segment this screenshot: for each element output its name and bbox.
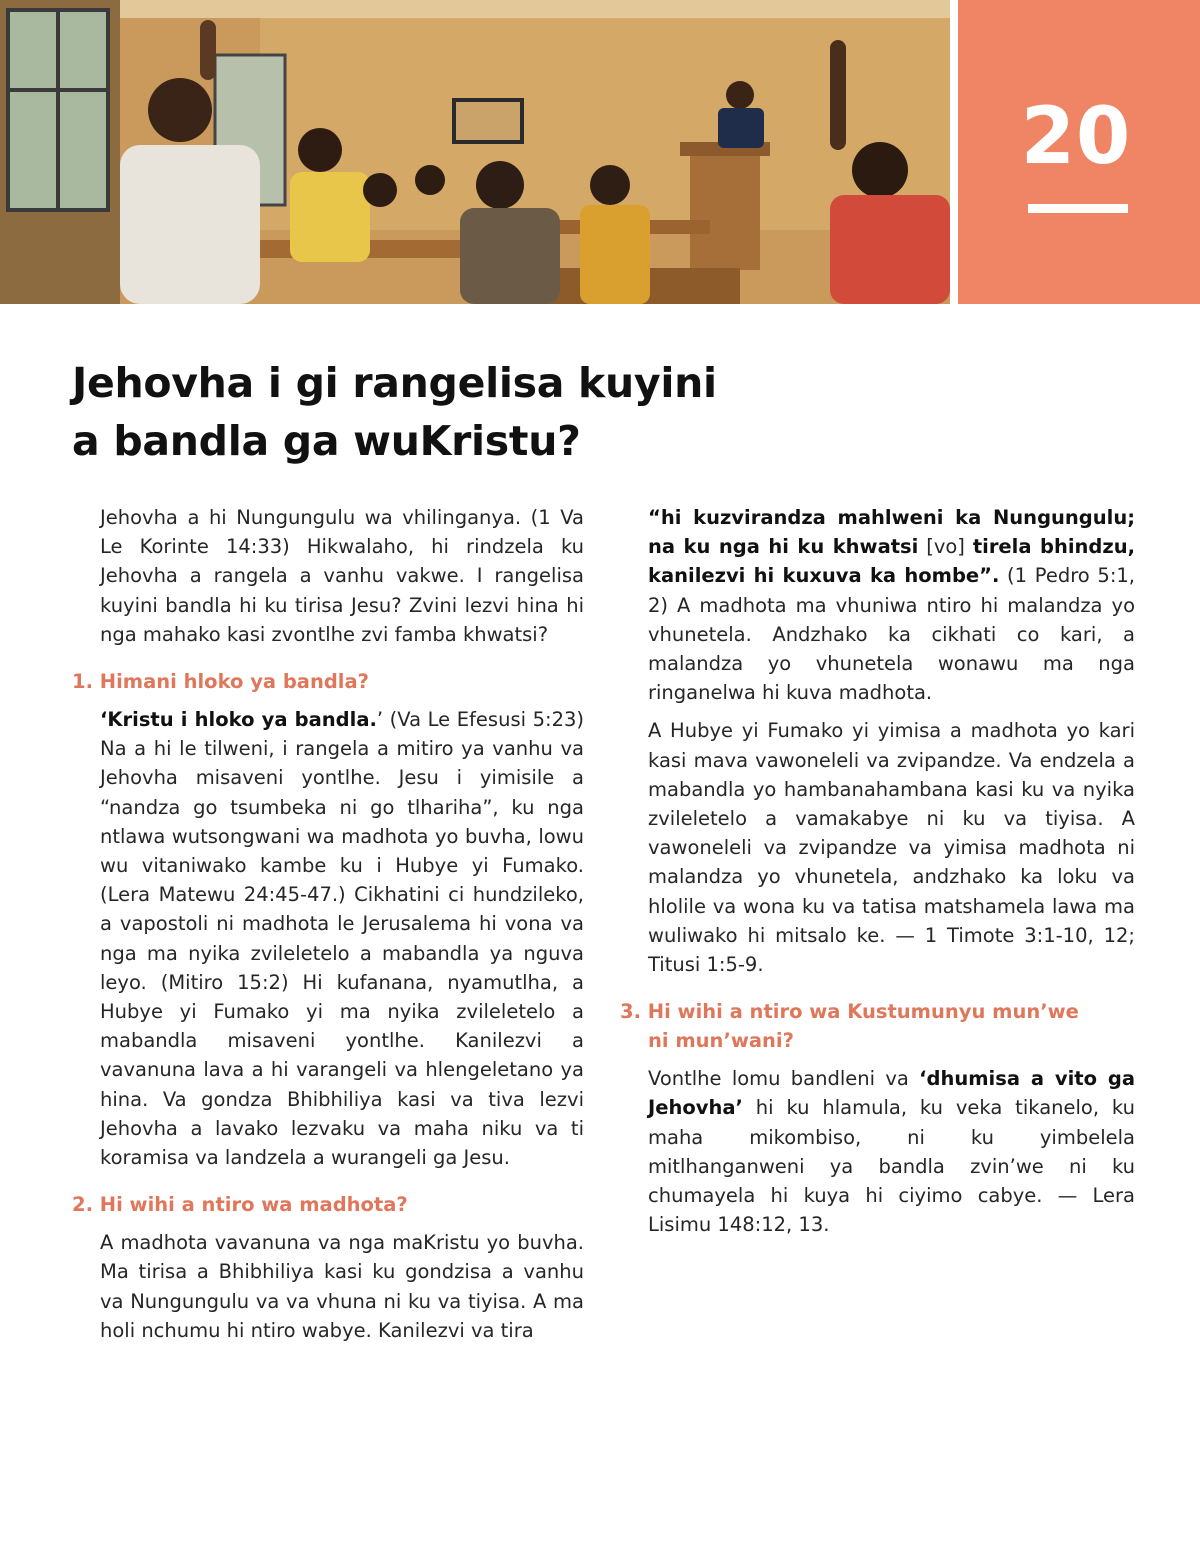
section-2-reference: (1 Pedro 5:1, 2) A madhota ma vhuniwa ntiro hi malandza yo vhunetela. Andzhako ka cikhati co kari, a malandza yo vhunetela wonawu ma nga ringanelwa hi kuva madhota. <box>648 564 1135 705</box>
photo-illustration <box>0 0 950 304</box>
section-3-quote: ‘dhumisa a vito ga Jehovha’ <box>648 1067 1136 1120</box>
section-3-heading-line-1: 3. Hi wihi a ntiro wa Kustumunyu mun’we <box>620 1000 1079 1024</box>
left-column <box>72 503 584 1345</box>
section-2-p1-text: A madhota vavanuna va nga maKristu yo buvha. Ma tirisa a Bhibhiliya kasi ku gondzisa a vanhu va Nungungulu va va vhuna ni ku va tiyisa. A ma holi nchumu hi ntiro wabye. Kanilezvi va tira <box>100 1231 584 1342</box>
page-title-line-1: Jehovha i gi rangelisa kuyini <box>72 359 717 407</box>
section-2-quote-b: tirela bhindzu, kanilezvi hi kuxuva ka hombe”. <box>648 535 1135 588</box>
section-3-text-start: Vontlhe lomu bandleni va <box>648 1067 920 1091</box>
section-2-quote-bracket: [vo] <box>918 535 973 559</box>
page-title <box>72 354 832 470</box>
section-2-quote-a: “hi kuzvirandza mahlweni ka Nungungulu; na ku nga hi ku khwatsi <box>648 506 1135 559</box>
section-1-heading: 1. Himani hloko ya bandla? <box>72 670 369 694</box>
section-3-paragraph <box>620 1064 1135 1239</box>
lesson-number-underline <box>1028 204 1128 213</box>
section-2-heading: 2. Hi wihi a ntiro wa madhota? <box>72 1193 408 1217</box>
section-1-quote-close: ’ <box>376 708 384 732</box>
lesson-number: 20 <box>1020 92 1132 182</box>
page-title-line-2: a bandla ga wuKristu? <box>72 417 581 465</box>
section-2-paragraph-2: A Hubye yi Fumako yi yimisa a madhota yo kari kasi mava vawoneleli va zvipandze. Va endzela a mabandla yo hambanahambana kasi ku va nyika zvileletelo a vamakabye ni ku va tiyisa. A vawoneleli va zvipandze va yimisa madhota ni malandza yo vhunetela, andzhako ka loku va hlolile va wona ku va tatisa matshamela lawa ma wuliwako hi mitsalo ke. — 1 Timote 3:1-10, 12; Titusi 1:5-9. <box>648 719 1135 977</box>
section-3-heading <box>620 997 1135 1055</box>
section-3-heading-line-2: ni mun’wani? <box>648 1029 794 1053</box>
section-3-text-end: hi ku hlamula, ku veka tikanelo, ku maha mikombiso, ni ku yimbelela mitlhanganweni ya bandla zvin’we ni ku chumayela hi kuya hi ciyimo cabye. — Lera Lisimu 148:12, 13. <box>648 1096 1135 1237</box>
section-1-quote: ‘Kristu i hloko ya bandla. <box>100 708 377 732</box>
section-1-paragraph <box>72 705 584 1172</box>
section-1-text: (Va Le Efesusi 5:23) Na a hi le tilweni, i rangela a mitiro ya vanhu va Jehovha misaveni yontlhe. Jesu i yimisile a “nandza go tsumbeka ni go tlhariha”, ku nga ntlawa wutsongwani wa madhota yo buvha, lowu wu vitaniwako kambe ku i Hubye yi Fumako. (Lera Matewu 24:45-47.) Cikhatini ci hundzileko, a vapostoli ni madhota le Jerusalema hi vona va nga ma nyika zvileletelo a mabandla ya nguva leyo. (Mitiro 15:2) Hi kufanana, nyamutlha, a Hubye yi Fumako yi ma nyika zvileletelo a mabandla misaveni yontlhe. Kanilezvi a vavanuna lava a hi varangeli va hlengeletano ya hina. Va gondza Bhibhiliya kasi va tiva lezvi Jehovha a lavako lezvaku va maha niku va ti koramisa va landzela a wurangeli ga Jesu. <box>100 708 584 1170</box>
section-2-paragraph-1 <box>72 1228 584 1345</box>
right-column <box>620 503 1135 1239</box>
intro-paragraph: Jehovha a hi Nungungulu wa vhilinganya. (1 Va Le Korinte 14:33) Hikwalaho, hi rindzela ku Jehovha a rangela a vanhu vakwe. I rangelisa kuyini bandla hi ku tirisa Jesu? Zvini lezvi hina hi nga mahako kasi zvontlhe zvi famba khwatsi? <box>100 506 584 646</box>
lesson-number-box <box>958 0 1200 304</box>
congregation-meeting-photo <box>0 0 950 304</box>
section-2-paragraph-1-continued <box>620 503 1135 707</box>
